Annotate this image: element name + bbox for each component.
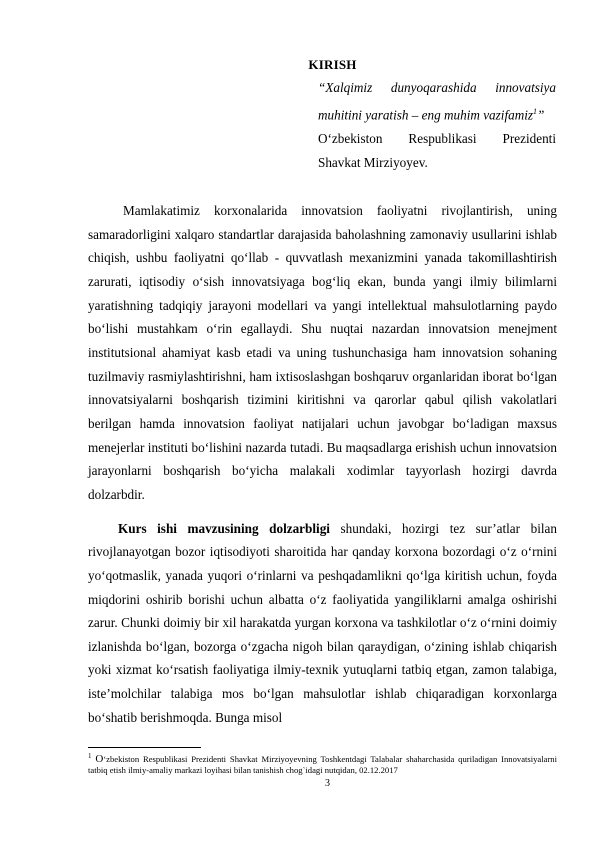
epigraph-attribution: O‘zbekiston Respublikasi Prezidenti Shavkat Mirziyoyev. <box>318 130 556 170</box>
paragraph-1: Mamlakatimiz korxonalarida innovatsion faoliyatni rivojlantirish, uning samaradorligini xalqaro standartlar darajasida baholashning zamonaviy usullarini ishlab chiqish, ushbu faoliyatni qo‘llab - quvvatlash mexanizmini yanada takomillashtirish zarurati, iqtisodiy o‘sish innovatsiyaga bog‘liq ekan, bunda yangi ilmiy bilimlarni yaratishning tadqiqiy jarayoni modellari va yangi intellektual mahsulotlarning paydo bo‘lishi mustahkam o‘rin egallaydi. Shu nuqtai nazardan innovatsion menejment institutsional ahamiyat kasb etadi va uning tushunchasiga ham innovatsion sohaning tuzilmaviy rasmiylashtirishni, ham ixtisoslashgan boshqaruv organlaridan iborat bo‘lgan innovatsiyalarni boshqarish tizimini kiritishni va qarorlar qabul qilish vakolatlari berilgan hamda innovatsion faoliyat natijalari uchun javobgar bo‘ladigan maxsus menejerlar instituti bo‘lishini nazarda tutadi. Bu maqsadlarga erishish uchun innovatsion jarayonlarni boshqarish bo‘yicha malakali xodimlar tayyorlash hozirgi davrda dolzarbdir. <box>88 203 557 502</box>
paragraph-2-text: shundaki, hozirgi tez sur’atlar bilan rivojlanayotgan bozor iqtisodiyoti sharoitida har qanday korxona bozordagi o‘z o‘rnini yo‘qotmaslik, yanada yuqori o‘rinlarni va peshqadamlikni qo‘lga kiritish uchun, foyda miqdorini oshirib borishi uchun albatta o‘z faoliyatida yangiliklarni amalga oshirishi zarur. Chunki doimiy bir xil harakatda yurgan korxona va tashkilotlar o‘z o‘rnini doimiy izlanishda bo‘lgan, bozorga o‘zgacha nigoh bilan qaraydigan, o‘zining ishlab chiqarish yoki xizmat ko‘rsatish faoliyatiga ilmiy-texnik yutuqlarni tatbiq etgan, zamon talabiga, iste’molchilar talabiga mos bo‘lgan mahsulotlar ishlab chiqaradigan korxonlarga bo‘shatib berishmoqda. Bunga misol <box>88 520 557 725</box>
footnote-text: ‘zbekiston Respublikasi Prezidenti Shavkat Mirziyoyevning Toshkentdagi Talabalar shaharchasida quriladigan Innovatsiyalarni tatbiq etish ilmiy-amaliy markazi loyihasi bilan tanishish chog`idagi nutqidan, 02.12.2017 <box>88 753 557 775</box>
epigraph-quote-close: ” <box>537 107 545 123</box>
footnote-first-letter: O <box>95 752 104 765</box>
epigraph-quote <box>318 76 556 127</box>
paragraph-2 <box>88 517 557 730</box>
section-heading: KIRISH <box>308 57 357 72</box>
footnote-marker: 1 <box>88 752 92 760</box>
footnote-reference: 1 <box>533 106 538 116</box>
epigraph <box>318 76 556 175</box>
footnote <box>88 751 557 776</box>
body-text <box>88 199 557 729</box>
footnote-divider <box>88 747 201 748</box>
epigraph-quote-text: “Xalqimiz dunyoqarashida innovatsiya muhitini yaratish – eng muhim vazifamiz <box>318 80 556 123</box>
page-number: 3 <box>325 778 330 789</box>
paragraph-2-bold-lead: Kurs ishi mavzusining dolzarbligi <box>118 520 330 536</box>
